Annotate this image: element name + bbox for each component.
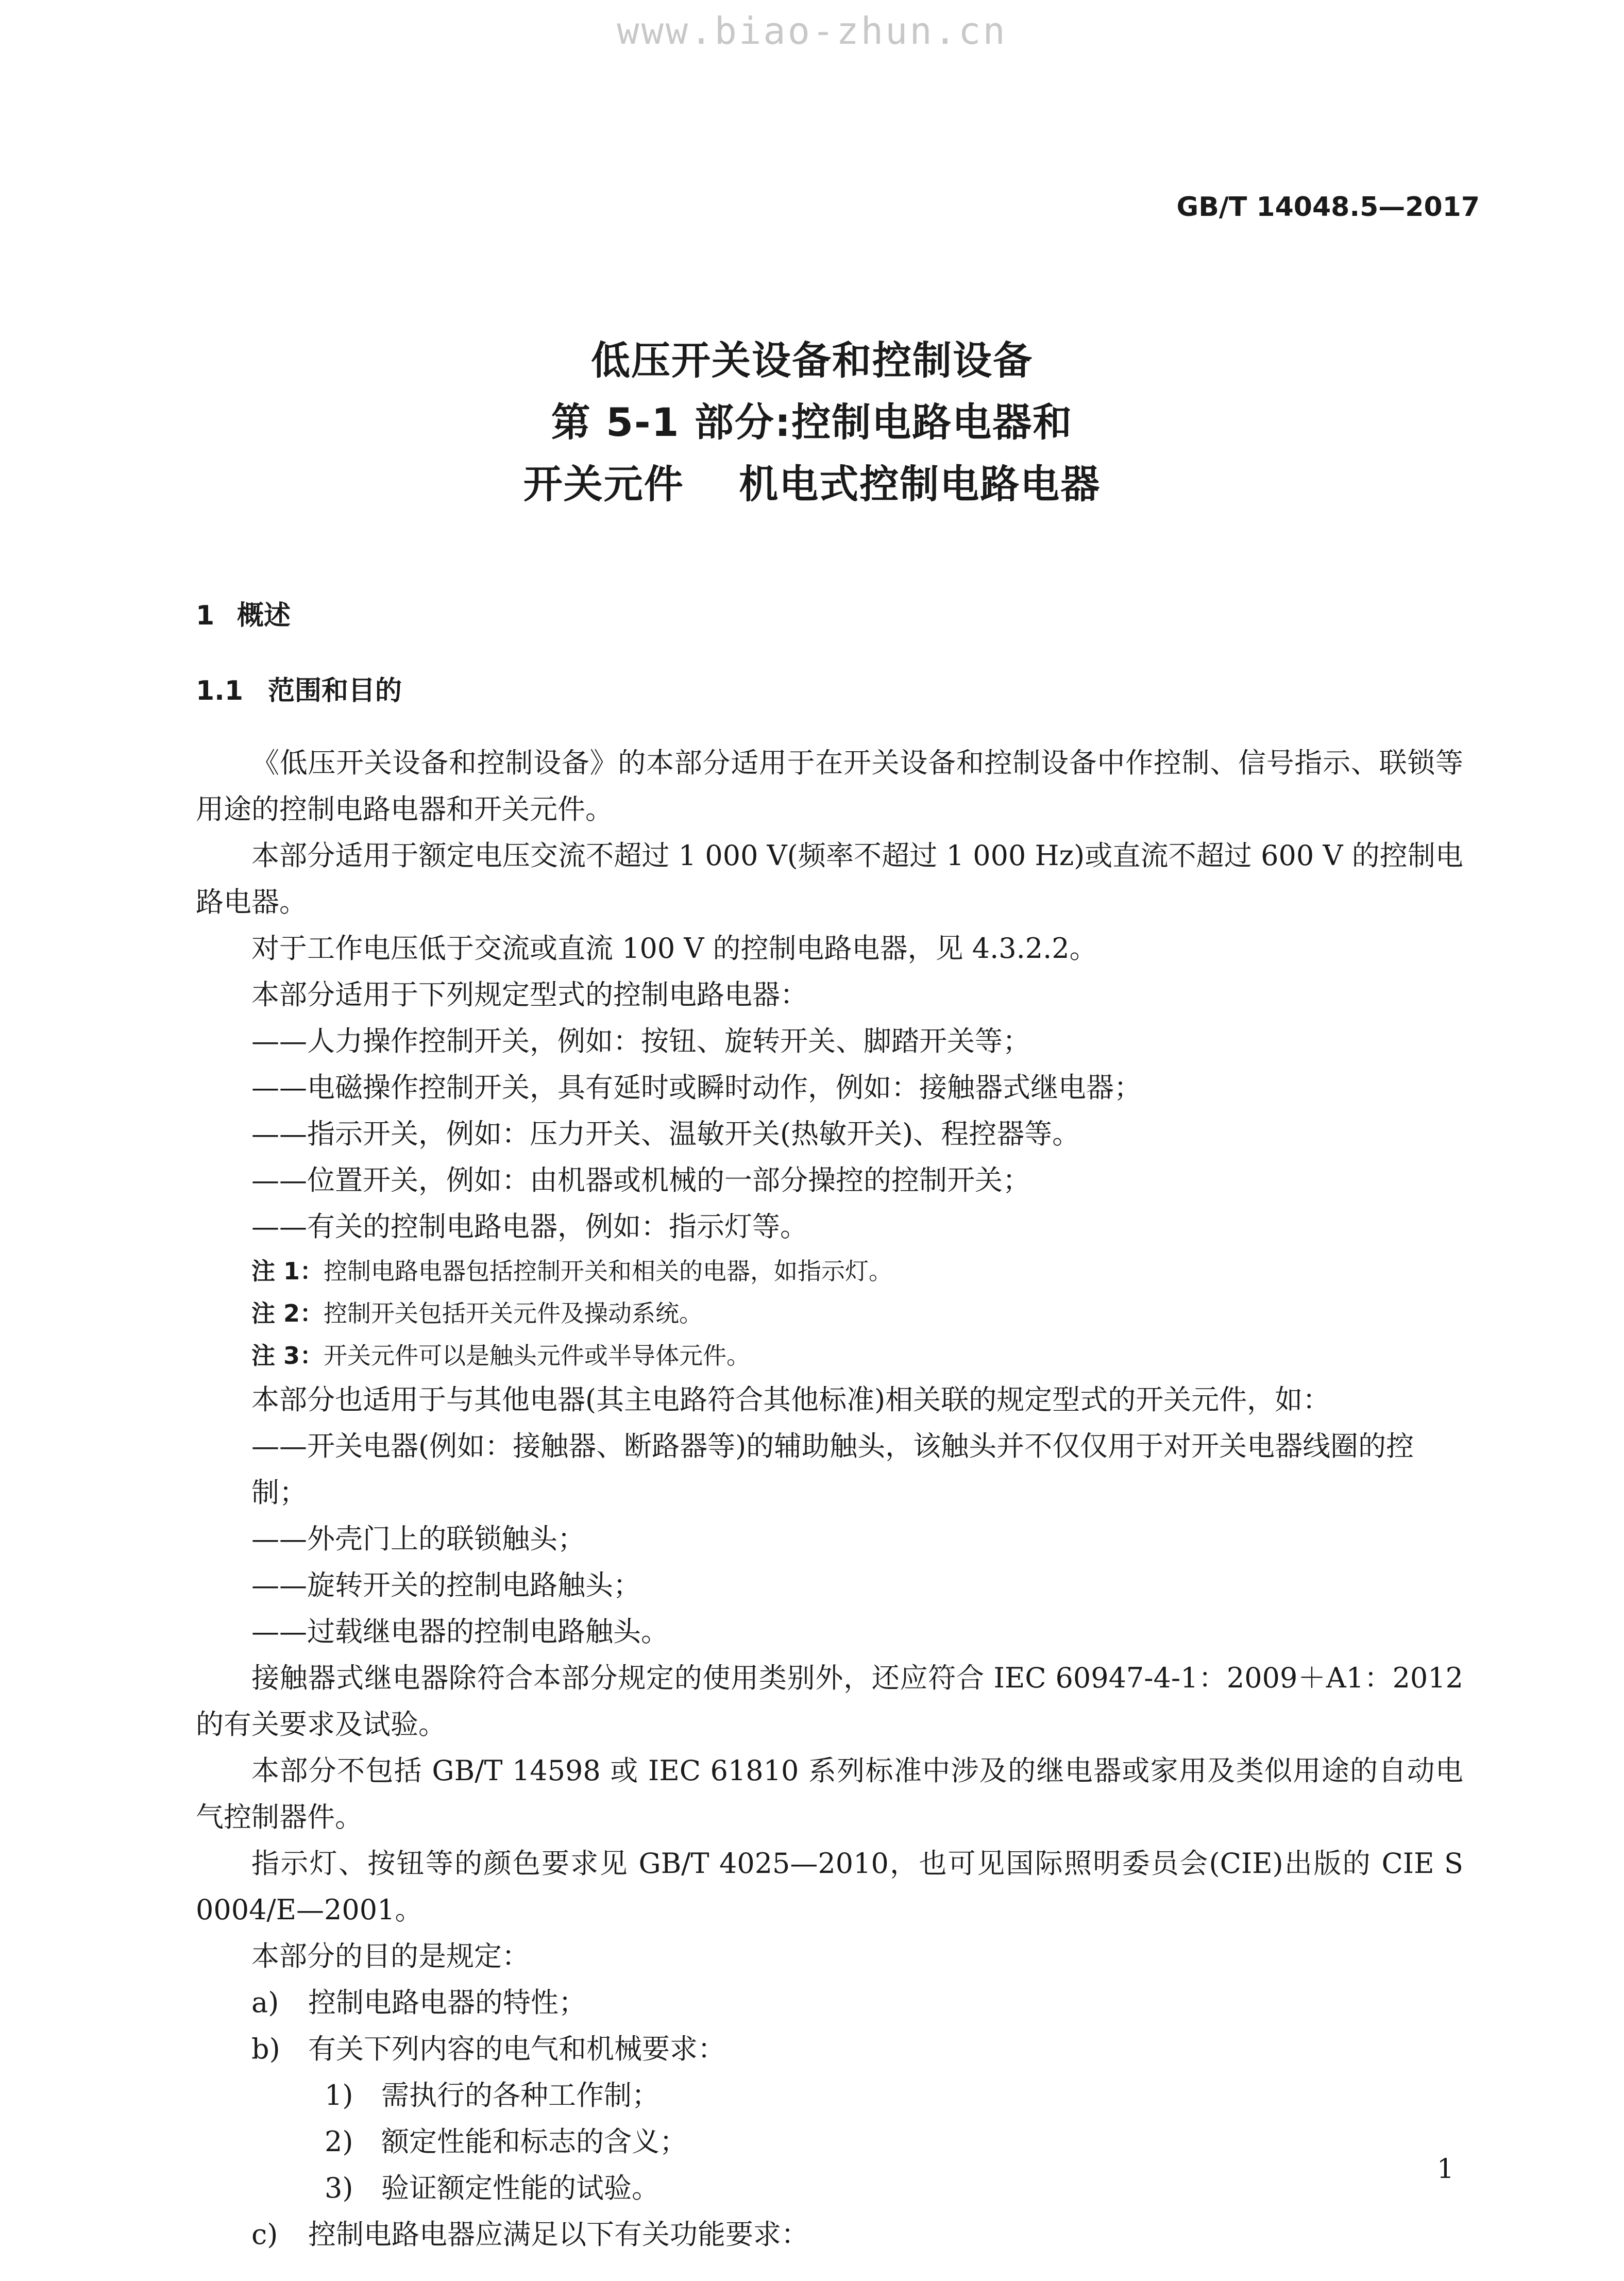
list-item: ——有关的控制电路电器，例如：指示灯等。 bbox=[251, 1210, 808, 1243]
list-item: ——位置开关，例如：由机器或机械的一部分操控的控制开关； bbox=[251, 1164, 1030, 1196]
standard-code: GB/T 14048.5—2017 bbox=[1176, 192, 1480, 223]
item-marker: 2) bbox=[325, 2125, 353, 2158]
paragraph: 本部分适用于额定电压交流不超过 1 000 V(频率不超过 1 000 Hz)或直流不超过 600 V 的控制电路电器。 bbox=[196, 839, 1463, 918]
note bbox=[196, 1334, 1463, 1377]
note-text: 开关元件可以是触头元件或半导体元件。 bbox=[324, 1342, 751, 1370]
item-marker: c) bbox=[251, 2218, 278, 2251]
section-title: 范围和目的 bbox=[268, 675, 402, 706]
paragraph: 指示灯、按钮等的颜色要求见 GB/T 4025—2010，也可见国际照明委员会(CIE)出版的 CIE S 0004/E—2001。 bbox=[196, 1847, 1463, 1926]
list-item: ——指示开关，例如：压力开关、温敏开关(热敏开关)、程控器等。 bbox=[251, 1118, 1080, 1150]
sub-list-item bbox=[196, 2072, 1463, 2119]
note-label: 注 2： bbox=[251, 1299, 324, 1327]
note-text: 控制开关包括开关元件及操动系统。 bbox=[324, 1299, 703, 1327]
list-item: ——开关电器(例如：接触器、断路器等)的辅助触头，该触头并不仅仅用于对开关电器线圈的控制； bbox=[251, 1430, 1414, 1509]
paragraph: 接触器式继电器除符合本部分规定的使用类别外，还应符合 IEC 60947-4-1：2009＋A1：2012 的有关要求及试验。 bbox=[196, 1662, 1463, 1741]
list-item bbox=[196, 2211, 1463, 2258]
document-title bbox=[0, 330, 1624, 515]
section-number: 1.1 bbox=[196, 675, 244, 706]
page-number: 1 bbox=[1436, 2154, 1454, 2185]
section-1-1-heading bbox=[196, 669, 402, 707]
list-item: ——电磁操作控制开关，具有延时或瞬时动作，例如：接触器式继电器； bbox=[251, 1071, 1142, 1104]
title-line-1: 低压开关设备和控制设备 bbox=[591, 337, 1033, 383]
list-item: ——外壳门上的联锁触头； bbox=[251, 1523, 585, 1555]
body-text bbox=[196, 740, 1463, 2258]
list-item: ——人力操作控制开关，例如：按钮、旋转开关、脚踏开关等； bbox=[251, 1025, 1030, 1057]
list-item bbox=[196, 2026, 1463, 2072]
title-line-3: 开关元件 机电式控制电路电器 bbox=[523, 461, 1101, 507]
note bbox=[196, 1292, 1463, 1334]
item-marker: a) bbox=[251, 1986, 279, 2019]
watermark: www.biao-zhun.cn bbox=[617, 9, 1007, 53]
item-marker: 3) bbox=[325, 2172, 353, 2204]
item-marker: b) bbox=[251, 2033, 280, 2065]
list-item: ——旋转开关的控制电路触头； bbox=[251, 1569, 641, 1601]
item-text: 控制电路电器的特性； bbox=[308, 1986, 586, 2019]
paragraph: 本部分不包括 GB/T 14598 或 IEC 61810 系列标准中涉及的继电器或家用及类似用途的自动电气控制器件。 bbox=[196, 1754, 1463, 1833]
section-1-heading bbox=[196, 594, 291, 632]
list-item bbox=[196, 1980, 1463, 2026]
note-label: 注 3： bbox=[251, 1342, 324, 1370]
sub-list-item bbox=[196, 2165, 1463, 2211]
paragraph: 对于工作电压低于交流或直流 100 V 的控制电路电器，见 4.3.2.2。 bbox=[251, 932, 1097, 965]
item-text: 额定性能和标志的含义； bbox=[381, 2125, 687, 2158]
item-text: 验证额定性能的试验。 bbox=[381, 2172, 659, 2204]
paragraph: 《低压开关设备和控制设备》的本部分适用于在开关设备和控制设备中作控制、信号指示、联锁等用途的控制电路电器和开关元件。 bbox=[196, 747, 1463, 825]
paragraph: 本部分的目的是规定： bbox=[251, 1940, 530, 1972]
item-text: 控制电路电器应满足以下有关功能要求： bbox=[308, 2218, 809, 2251]
item-text: 有关下列内容的电气和机械要求： bbox=[308, 2033, 725, 2065]
note-label: 注 1： bbox=[251, 1257, 324, 1285]
item-marker: 1) bbox=[325, 2079, 353, 2111]
item-text: 需执行的各种工作制； bbox=[381, 2079, 659, 2111]
paragraph: 本部分适用于下列规定型式的控制电路电器： bbox=[251, 978, 808, 1011]
note-text: 控制电路电器包括控制开关和相关的电器，如指示灯。 bbox=[324, 1257, 893, 1285]
sub-list-item bbox=[196, 2119, 1463, 2165]
paragraph: 本部分也适用于与其他电器(其主电路符合其他标准)相关联的规定型式的开关元件，如： bbox=[251, 1383, 1331, 1416]
section-title: 概述 bbox=[237, 600, 291, 631]
title-line-2: 第 5-1 部分:控制电路电器和 bbox=[551, 399, 1073, 445]
list-item: ——过载继电器的控制电路触头。 bbox=[251, 1615, 669, 1648]
note bbox=[196, 1250, 1463, 1292]
section-number: 1 bbox=[196, 600, 215, 631]
